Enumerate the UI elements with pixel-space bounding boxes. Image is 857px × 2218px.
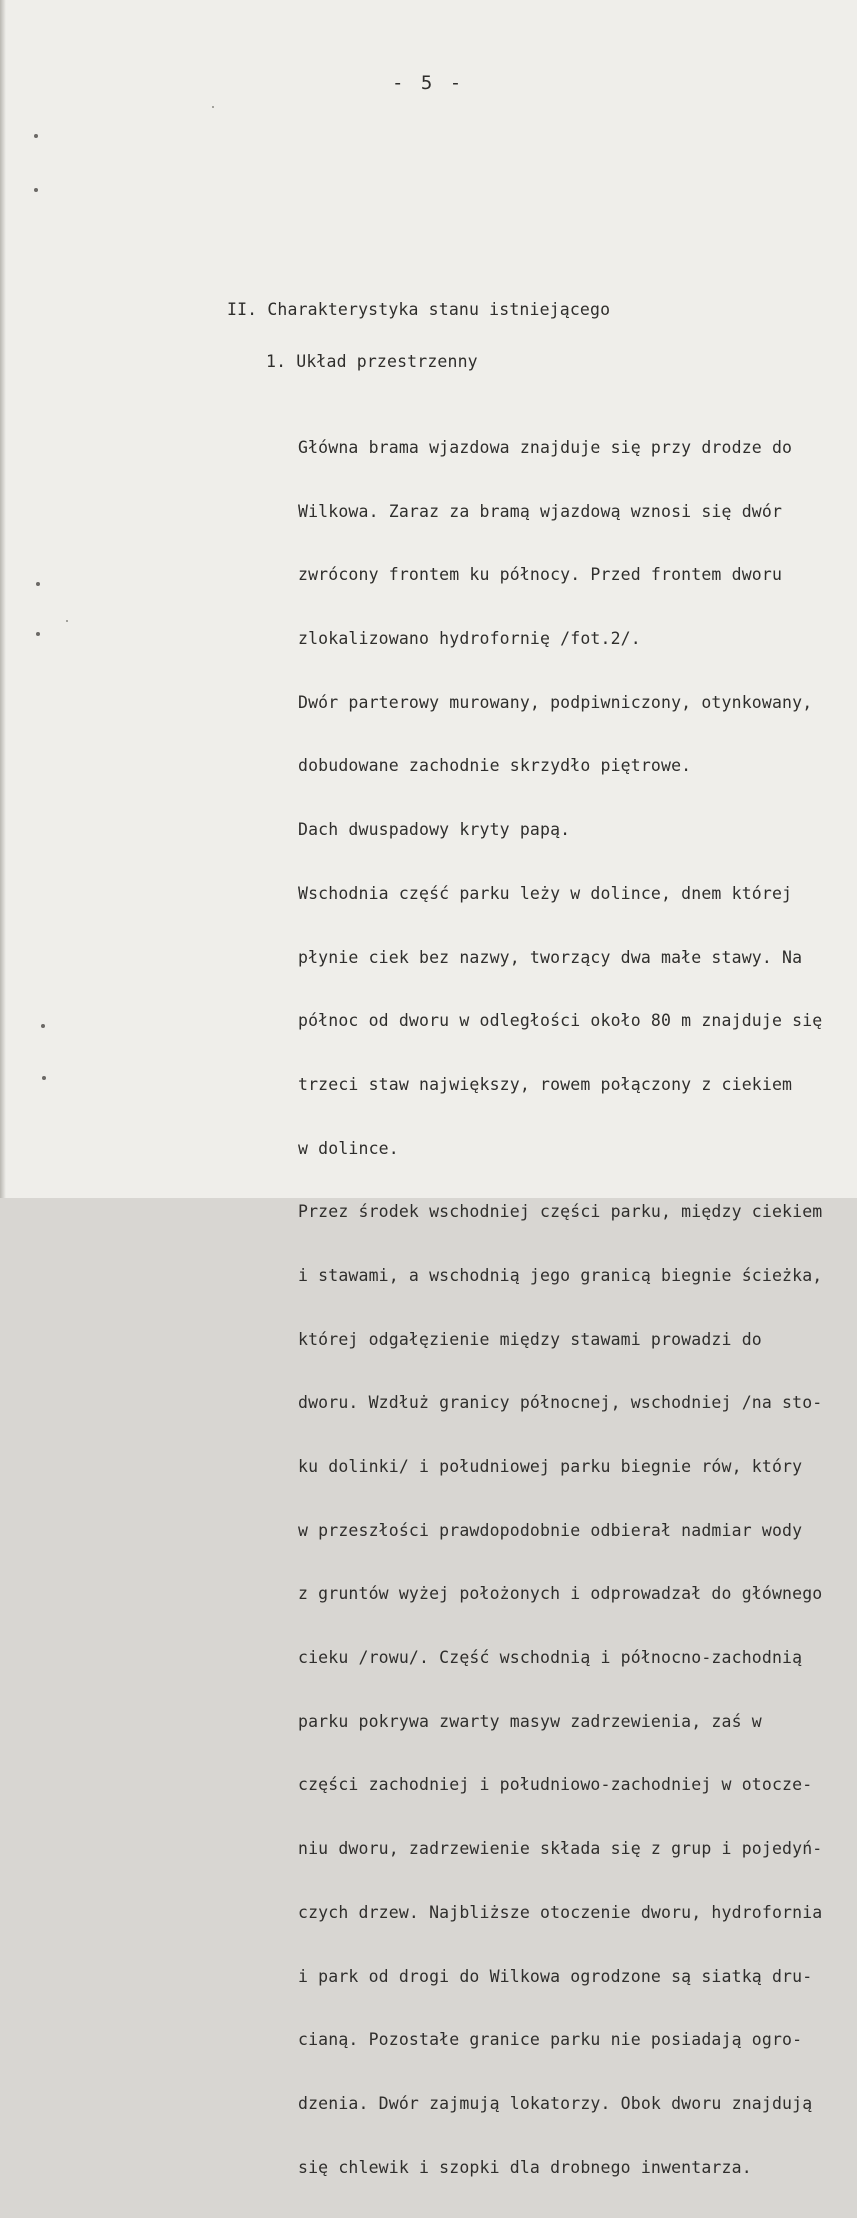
section-heading: II. Charakterystyka stanu istniejącego [227,300,611,319]
binding-hole-mark [36,582,40,586]
page-number: - 5 - [392,72,465,94]
text-line: zwrócony frontem ku północy. Przed frontem dworu [298,565,783,585]
binding-hole-mark [36,632,40,636]
text-line: północ od dworu w odległości około 80 m znajduje się [298,1011,823,1031]
text-line: której odgałęzienie między stawami prowadzi do [298,1329,762,1349]
binding-hole-mark [41,1024,45,1028]
subsection-heading: 1. Układ przestrzenny [266,352,478,371]
paper-speck [66,620,68,622]
paper-speck [212,106,214,108]
text-line: parku pokrywa zwarty masyw zadrzewienia, zaś w [298,1711,762,1731]
text-line: dzenia. Dwór zajmują lokatorzy. Obok dworu znajdują [298,2093,813,2113]
text-line: dworu. Wzdłuż granicy północnej, wschodniej /na sto- [298,1393,823,1413]
text-line: czych drzew. Najbliższe otoczenie dworu, hydrofornia [298,1902,823,1922]
text-line: Wschodnia część parku leży w dolince, dnem której [298,883,793,903]
text-line: Dach dwuspadowy kryty papą. [298,820,571,840]
text-line: cieku /rowu/. Część wschodnią i północno-zachodnią [298,1648,803,1668]
text-line: ku dolinki/ i południowej parku biegnie rów, który [298,1457,803,1476]
text-line: się chlewik i szopki dla drobnego inwentarza. [298,2157,752,2177]
text-line: i stawami, a wschodnią jego granicą biegnie ścieżka, [298,1265,823,1285]
text-line: trzeci staw największy, rowem połączony z ciekiem [298,1074,793,1094]
text-line: dobudowane zachodnie skrzydło piętrowe. [298,756,692,776]
text-line: niu dworu, zadrzewienie składa się z grup i pojedyń- [298,1839,823,1859]
text-line: Główna brama wjazdowa znajduje się przy drodze do [298,438,793,457]
text-line: Przez środek wschodniej części parku, między ciekiem [298,1202,823,1222]
text-line: z gruntów wyżej położonych i odprowadzał do głównego [298,1584,823,1604]
text-line: cianą. Pozostałe granice parku nie posiadają ogro- [298,2030,803,2050]
page-edge-shadow [0,0,6,1198]
text-line: płynie ciek bez nazwy, tworzący dwa małe stawy. Na [298,947,803,967]
text-line: w przeszłości prawdopodobnie odbierał nadmiar wody [298,1520,803,1540]
binding-hole-mark [34,188,38,192]
text-line: zlokalizowano hydrofornię /fot.2/. [298,629,641,649]
text-line: Dwór parterowy murowany, podpiwniczony, otynkowany, [298,692,813,712]
binding-hole-mark [34,134,38,138]
body-text [298,397,822,2218]
text-line: Wilkowa. Zaraz za bramą wjazdową wznosi się dwór [298,501,783,521]
text-line: w dolince. [298,1138,399,1158]
text-line: części zachodniej i południowo-zachodniej w otocze- [298,1775,813,1795]
text-line: i park od drogi do Wilkowa ogrodzone są siatką dru- [298,1966,813,1986]
binding-hole-mark [42,1076,46,1080]
